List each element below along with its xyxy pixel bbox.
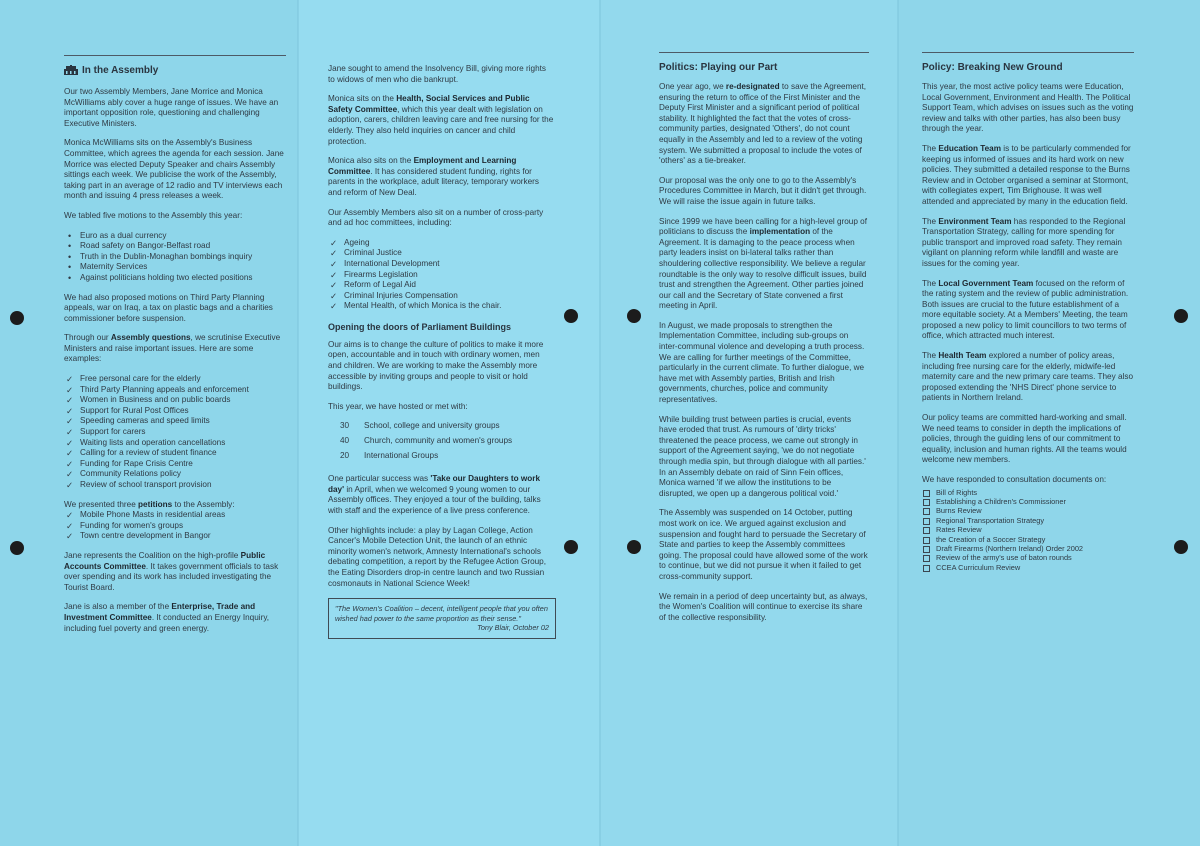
column-politics xyxy=(659,52,869,632)
list-item: Regional Transportation Strategy xyxy=(922,516,1134,525)
group-count: 30 xyxy=(340,421,350,431)
bold-text: Public Accounts Committee xyxy=(64,550,266,571)
text: to save the Agreement, ensuring the return to office of the First Minister and the Deputy First Minister and a significant period of political stability. It highlighted the fact that the votes of cross-community parties, designated 'Others', do not count equally in the Assembly and led to a review of the voting system. We submitted a proposal to include the votes of 'others' as a tie-breaker. xyxy=(659,82,867,166)
paragraph xyxy=(328,156,554,198)
petitions-list xyxy=(64,510,286,542)
paragraph xyxy=(64,333,286,365)
text: , which this year dealt with legislation on adoption, carers, children leaving care and free nursing for the elderly. They also held inquiries on cancer and child protection. xyxy=(328,104,554,146)
binder-hole xyxy=(564,309,578,323)
subheading: Opening the doors of Parliament Buildings xyxy=(328,321,512,332)
text: in April, when we welcomed 9 young women to our Assembly offices. They enjoyed a tour of the building, talks with staff and the experience of a live press conference. xyxy=(328,484,541,515)
text: Since 1999 we have been calling for a high-level group of politicians to discuss the xyxy=(659,216,868,237)
list-item: ✓ Review of school transport provision xyxy=(64,480,286,491)
bold-text: re-designated xyxy=(725,82,780,91)
section-heading: Politics: Playing our Part xyxy=(659,62,778,73)
text: Jane represents the Coalition on the high-profile xyxy=(64,550,241,560)
bold-text: Assembly questions xyxy=(110,333,191,343)
paragraph: Jane sought to amend the Insolvency Bill, giving more rights to widows of men who die bankrupt. xyxy=(328,64,546,84)
list-item: ✓ Speeding cameras and speed limits xyxy=(64,416,286,427)
fold-line xyxy=(897,0,899,846)
paragraph: We have responded to consultation documents on: xyxy=(922,475,1107,484)
paragraph: We remain in a period of deep uncertainty but, as always, the Women's Coalition will continue to exercise its share of the collective responsibility. xyxy=(659,591,868,622)
binder-hole xyxy=(627,540,641,554)
list-item: • Road safety on Bangor-Belfast road xyxy=(64,241,286,252)
paragraph xyxy=(922,279,1134,343)
paragraph: Our Assembly Members also sit on a number of cross-party and ad hoc committees, including: xyxy=(328,207,544,228)
list-item: Bill of Rights xyxy=(922,488,1134,497)
committees-list xyxy=(328,238,554,312)
motions-list xyxy=(64,231,286,284)
text: The xyxy=(922,143,939,153)
paragraph: While building trust between parties is crucial, events have eroded that trust. As rumours of 'dirty tricks' threatened the peace process, we came out strongly in support of the Agreement saying, 'we do not negotiate through media spin, but through dialogue with all parties.' In an Assembly debate on raid of Sinn Fein offices, Monica warned 'if we allow the institutions to be disrupted, we open up a dangerous political void.' xyxy=(659,414,866,498)
list-item: the Creation of a Soccer Strategy xyxy=(922,535,1134,544)
text: is to be particularly commended for keeping us informed of issues and its hard work on new policies. They submitted a detailed response to the Burns Review and in October organised a seminar at Stormont, with collegiates expert, Tim Brighouse. It was well attended and appreciated by many in the education field. xyxy=(922,143,1131,206)
bold-text: Local Government Team xyxy=(938,278,1034,288)
group-count: 20 xyxy=(340,450,350,460)
paragraph: The Assembly was suspended on 14 October, putting most work on ice. We argued against exclusion and suspension and fought hard to persuade the Secretary of State and parties to keep the Assembly committees going. The proposal could have allowed some of the work to continue, but we did not pursue it when it failed to get cross-community support. xyxy=(659,508,868,581)
bold-text: Health Team xyxy=(938,351,987,361)
group-label: International Groups xyxy=(364,450,439,460)
paragraph: Our aims is to change the culture of politics to make it more open, accountable and in touch with ordinary women, men and children. We are working to make the Assembly more accessible by inviting groups and people to visit or hold buildings. xyxy=(328,339,544,392)
list-item: • Truth in the Dublin-Monaghan bombings inquiry xyxy=(64,252,286,263)
list-item: ✓ Women in Business and on public boards xyxy=(64,395,286,406)
list-item: Establishing a Children's Commissioner xyxy=(922,497,1134,506)
text: One year ago, we xyxy=(659,82,726,91)
bold-text: Enterprise, Trade and Investment Committee xyxy=(64,602,256,622)
text: focused on the reform of the rating system and the review of public administration. Both issues are crucial to the future establishment of a more equitable society. At a Members' Meeting, the team proposed a new policy to limit councillors to two terms of office, which attracted much interest. xyxy=(922,278,1129,341)
column-assembly-continued xyxy=(328,64,554,639)
list-item: • Euro as a dual currency xyxy=(64,231,286,242)
paragraph: Other highlights include: a play by Lagan College, Action Cancer's Mobile Detection Unit, the launch of an ethnic minority women's network, Amnesty International's schools debating competition, a report by the Refugee Action Group, the Eating Disorders drop-in centre launch and two Russian cosmonauts in National Science Week! xyxy=(328,525,547,588)
paragraph: Monica McWilliams sits on the Assembly's Business Committee, which agrees the agenda for each session. Jane Morrice was elected Deputy Speaker and chairs Assembly sittings each week. We publicise the work of the Assembly, taking part in an average of 12 radio and TV interviews each month and issuing 4 press releases a week. xyxy=(64,138,284,201)
paragraph: We had also proposed motions on Third Party Planning appeals, war on Iraq, a tax on plastic bags and a charities commissioner before suspension. xyxy=(64,292,273,323)
text: has responded to the Regional Transportation Strategy, calling for more spending for public transport and improved road safety. They remain vigilant on planning reform while landfill and waste are issues for the coming year. xyxy=(922,216,1126,268)
section-heading: Policy: Breaking New Ground xyxy=(922,62,1063,73)
paragraph: Our policy teams are committed hard-working and small. We need teams to consider in depth the implications of policies, through the guiding lens of our commitment to equality, inclusion and human rights. All the teams would welcome new members. xyxy=(922,413,1127,465)
paragraph: This year, we have hosted or met with: xyxy=(328,401,468,411)
paragraph xyxy=(64,551,286,593)
quote-text: "The Women's Coalition – decent, intelligent people that you often wished had power to the same proportion as their sense." xyxy=(335,604,548,623)
list-item: ✓ Community Relations policy xyxy=(64,469,286,480)
paragraph xyxy=(64,602,286,634)
bold-text: petitions xyxy=(138,499,173,509)
binder-hole xyxy=(627,309,641,323)
text: Jane is also a member of the xyxy=(64,602,172,612)
section-rule xyxy=(659,52,869,53)
list-item: ✓ Ageing xyxy=(328,238,554,249)
list-item: ✓ Funding for Rape Crisis Centre xyxy=(64,459,286,470)
list-item: Burns Review xyxy=(922,506,1134,515)
text: . It takes government officials to task over spending and its work has included investigating the Tourist Board. xyxy=(64,561,279,592)
list-item: ✓ Mental Health, of which Monica is the chair. xyxy=(328,301,554,312)
text: The xyxy=(922,278,939,288)
list-item: • Against politicians holding two elected positions xyxy=(64,273,286,284)
list-item: ✓ Support for Rural Post Offices xyxy=(64,406,286,417)
text: explored a number of policy areas, including free nursing care for the elderly, midwife-led maternity care and the new primary care teams. They also proposed extending the 'NHS Direct' phone service to patients in Northern Ireland. xyxy=(922,351,1133,403)
text: Monica also sits on the xyxy=(328,156,414,166)
fold-line xyxy=(297,0,299,846)
parliament-building-icon xyxy=(64,65,78,79)
binder-hole xyxy=(1174,309,1188,323)
bold-text: Health, Social Services and Public Safety Committee xyxy=(328,94,530,114)
quote-attribution: Tony Blair, October 02 xyxy=(477,623,549,633)
list-item: • Maternity Services xyxy=(64,262,286,273)
quote-box xyxy=(328,598,556,639)
group-label: Church, community and women's groups xyxy=(364,436,513,446)
list-item: ✓ Mobile Phone Masts in residential areas xyxy=(64,510,286,521)
text: . It conducted an Energy Inquiry, including fuel poverty and green energy. xyxy=(64,612,270,633)
list-item: Review of the army's use of baton rounds xyxy=(922,553,1134,562)
text: The xyxy=(922,216,939,226)
binder-hole xyxy=(564,540,578,554)
paragraph xyxy=(922,351,1134,404)
list-item: ✓ Firearms Legislation xyxy=(328,270,554,281)
bold-text: implementation xyxy=(749,227,811,237)
paragraph xyxy=(328,94,554,147)
list-item: ✓ Third Party Planning appeals and enforcement xyxy=(64,385,286,396)
section-rule xyxy=(922,52,1134,53)
list-item: ✓ Reform of Legal Aid xyxy=(328,280,554,291)
list-item: ✓ Free personal care for the elderly xyxy=(64,374,286,385)
list-item: ✓ International Development xyxy=(328,259,554,270)
paragraph xyxy=(64,500,286,511)
list-item: ✓ Criminal Justice xyxy=(328,248,554,259)
binder-hole xyxy=(1174,540,1188,554)
paragraph: In August, we made proposals to strengthen the Implementation Committee, including sub-groups on inter-communal violence and developing a truth process. We are calling for further meetings of the Committee, particularly in the current climate. To further dialogue, we have met with Assembly parties, British and Irish governments, churches, police and community representatives. xyxy=(659,320,865,405)
paragraph xyxy=(659,82,869,167)
text: . It has considered student funding, rights for parents in the workplace, adult literacy, temporary workers and reform of New Deal. xyxy=(328,166,539,197)
list-item: ✓ Criminal Injuries Compensation xyxy=(328,291,554,302)
binder-hole xyxy=(10,541,24,555)
list-item: Draft Firearms (Northern Ireland) Order 2002 xyxy=(922,544,1134,553)
questions-list xyxy=(64,374,286,491)
text: The xyxy=(922,351,939,361)
text: to the Assembly: xyxy=(172,499,235,509)
bold-text: Environment Team xyxy=(938,216,1012,226)
bold-text: Employment and Learning Committee xyxy=(328,156,517,176)
text: Through our xyxy=(64,333,111,343)
binder-hole xyxy=(10,311,24,325)
table-row xyxy=(340,421,512,436)
text: One particular success was xyxy=(328,474,431,484)
table-row xyxy=(340,436,512,451)
paragraph xyxy=(328,474,554,516)
heading-text: In the Assembly xyxy=(82,65,159,76)
paragraph xyxy=(922,144,1134,208)
list-item: ✓ Waiting lists and operation cancellations xyxy=(64,438,286,449)
column-in-the-assembly xyxy=(64,55,286,643)
fold-line xyxy=(599,0,601,846)
group-count: 40 xyxy=(340,436,350,446)
text: Monica sits on the xyxy=(328,94,397,104)
bold-text: Education Team xyxy=(938,143,1002,153)
list-item: Rates Review xyxy=(922,525,1134,534)
section-rule xyxy=(64,55,286,56)
list-item: ✓ Town centre development in Bangor xyxy=(64,531,286,542)
groups-table xyxy=(340,421,512,465)
bold-text: 'Take our Daughters to work day' xyxy=(328,474,541,494)
consultations-list xyxy=(922,488,1134,573)
text: of the Agreement. It is damaging to the peace process when party leaders insist on bi-lateral talks rather than shouldering collective responsibility. We believe a regular roundtable is the only way to resolve difficult issues, build trust and strengthen the Agreement. Other parties joined our call and the Secretary of State convened a first meeting in April. xyxy=(659,227,867,311)
list-item: ✓ Support for carers xyxy=(64,427,286,438)
text: , we scrutinise Executive Ministers and raise important issues. Here are some examples: xyxy=(64,333,281,364)
column-policy xyxy=(922,52,1134,581)
paragraph: Our two Assembly Members, Jane Morrice and Monica McWilliams ably cover a huge range of issues. We have an important opposition role, questioning and challenging Executive Ministers. xyxy=(64,87,279,128)
paragraph: Our proposal was the only one to go to the Assembly's Procedures Committee in March, but it didn't get through. We will raise the issue again in future talks. xyxy=(659,175,867,206)
list-item: ✓ Calling for a review of student finance xyxy=(64,448,286,459)
group-label: School, college and university groups xyxy=(364,421,500,431)
table-row xyxy=(340,451,512,466)
text: We presented three xyxy=(64,499,139,509)
paragraph xyxy=(659,217,869,312)
section-heading xyxy=(64,64,286,79)
paragraph: This year, the most active policy teams were Education, Local Government, Environment and Health. The Political Support Team, which advises on issues such as the voting review and talks with other parties, has also been busy through the year. xyxy=(922,82,1134,134)
paragraph: We tabled five motions to the Assembly this year: xyxy=(64,210,243,220)
paragraph xyxy=(922,217,1134,270)
list-item: CCEA Curriculum Review xyxy=(922,563,1134,572)
list-item: ✓ Funding for women's groups xyxy=(64,521,286,532)
